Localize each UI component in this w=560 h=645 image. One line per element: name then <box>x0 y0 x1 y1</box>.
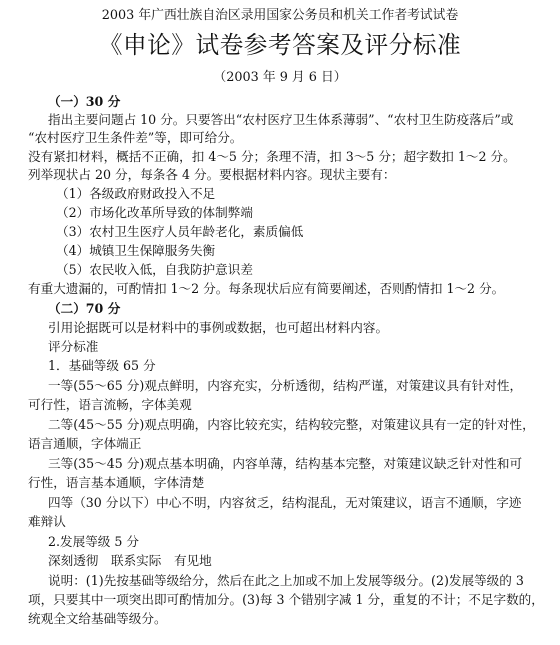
grade-1-line-2: 可行性，语言流畅，字体美观 <box>28 397 192 412</box>
note-line-2: 项，只要其中一项突出即可酌情加分。(3)每 3 个错别字减 1 分，重复的不计；不足字数的， <box>28 592 544 607</box>
section-1-paragraph-4: 有重大遗漏的，可酌情扣 1～2 分。每条现状后应有简要阐述，否则酌情扣 1～2 分。 <box>28 281 505 296</box>
section-1-paragraph-3: 列举现状占 20 分，每条各 4 分。要根据材料内容。现状主要有： <box>28 167 396 182</box>
list-item: （3）农村卫生医疗人员年龄老化，素质偏低 <box>56 224 304 239</box>
grade-4-line-1: 四等（30 分以下）中心不明，内容贫乏，结构混乱，无对策建议，语言不通顺，字迹 <box>48 495 522 510</box>
section-1-paragraph-1-line-1: 指出主要问题占 10 分。只要答出“农村医疗卫生体系薄弱”、“农村卫生防疫落后”或 <box>48 112 514 127</box>
section-2-heading: （二）70 分 <box>48 301 121 316</box>
exam-date: （2003 年 9 月 6 日） <box>213 70 347 85</box>
development-grade-items: 深刻透彻 联系实际 有见地 <box>48 553 212 568</box>
exam-supertitle: 2003 年广西壮族自治区录用国家公务员和机关工作者考试试卷 <box>101 8 459 23</box>
grade-2-line-1: 二等(45～55 分)观点明确，内容比较充实，结构较完整，对策建议具有一定的针对性， <box>48 417 535 432</box>
note-line-3: 统观全文给基础等级分。 <box>28 611 167 626</box>
section-1-paragraph-2: 没有紧扣材料，概括不正确，扣 4～5 分；条理不清，扣 3～5 分；超字数扣 1～2 分。 <box>28 149 516 164</box>
list-item: （2）市场化改革所导致的体制弊端 <box>56 205 253 220</box>
grade-1-line-1: 一等(55～65 分)观点鲜明，内容充实，分析透彻，结构严谨，对策建议具有针对性， <box>48 378 523 393</box>
scoring-criteria-label: 评分标准 <box>48 339 99 354</box>
grade-2-line-2: 语言通顺，字体端正 <box>28 436 142 451</box>
grade-4-line-2: 难辩认 <box>28 514 66 529</box>
list-item: （4）城镇卫生保障服务失衡 <box>56 243 216 258</box>
list-item: （5）农民收入低，自我防护意识差 <box>56 262 253 277</box>
development-grade-heading: 2.发展等级 5 分 <box>48 534 140 549</box>
section-2-paragraph-1: 引用论据既可以是材料中的事例或数据，也可超出材料内容。 <box>48 320 389 335</box>
note-line-1: 说明：(1)先按基础等级给分，然后在此之上加或不加上发展等级分。(2)发展等级的 3 <box>48 573 524 588</box>
list-item: （1）各级政府财政投入不足 <box>56 186 216 201</box>
basic-grade-heading: 1．基础等级 65 分 <box>48 358 156 373</box>
section-1-heading: （一）30 分 <box>48 94 121 109</box>
grade-3-line-2: 行性，语言基本通顺，字体清楚 <box>28 475 205 490</box>
grade-3-line-1: 三等(35～45 分)观点基本明确，内容单薄，结构基本完整，对策建议缺乏针对性和可 <box>48 456 523 471</box>
section-1-paragraph-1-line-2: “农村医疗卫生条件差”等，即可给分。 <box>28 130 243 145</box>
document-title: 《申论》试卷参考答案及评分标准 <box>98 31 462 59</box>
